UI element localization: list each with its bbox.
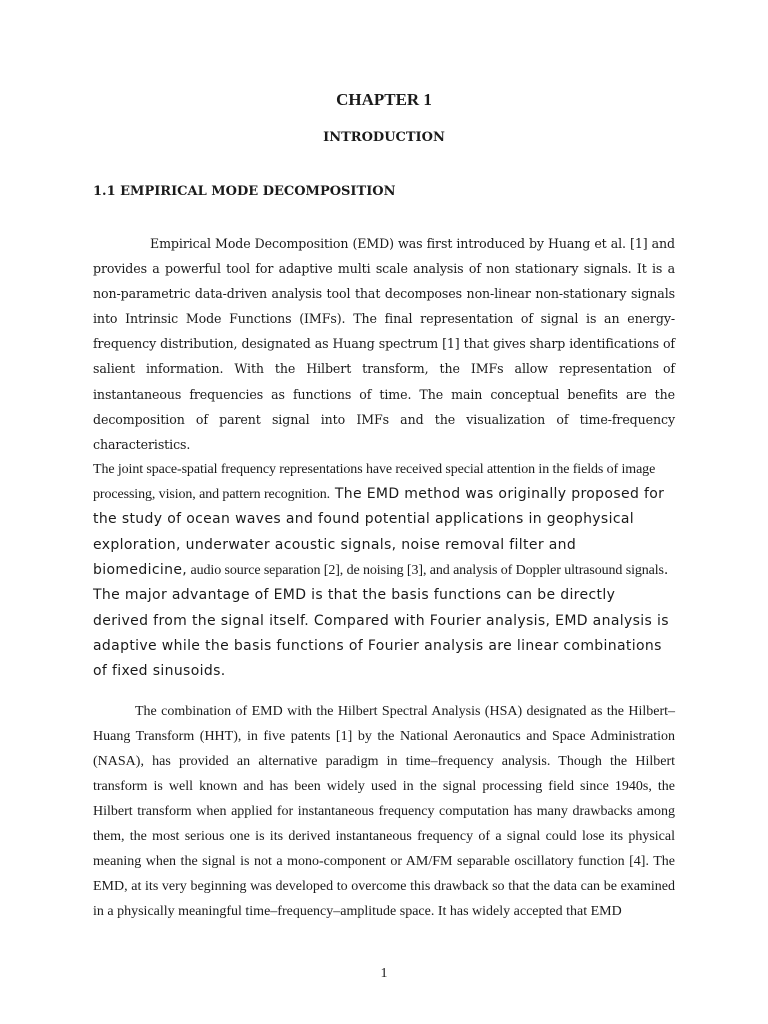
section-heading: 1.1 EMPIRICAL MODE DECOMPOSITION <box>93 184 396 199</box>
paragraph-segment-serif: The joint space-spatial frequency representations have received special attention in the fields of image processing, vision, and pattern recognition. <box>93 461 656 503</box>
paragraph-segment-serif-2: audio source separation [2], de noising [3], and analysis of Doppler ultrasound signals <box>187 563 664 579</box>
paragraph-segment-sans-2: . The major advantage of EMD is that the basis functions can be directly derived from the signal itself. Compared with Fourier analysis, EMD analysis is adaptive while the basis functions of Fourier analysis are linear combinations of fixed sinusoids. <box>93 562 669 680</box>
paragraph-emd-applications <box>93 457 675 685</box>
chapter-title: INTRODUCTION <box>323 130 445 145</box>
paragraph-segment-sans: The EMD method was originally proposed for the study of ocean waves and found potential applications in geophysical exploration, underwater acoustic signals, noise removal filter and biomedicine, <box>93 486 665 579</box>
paragraph-emd-intro: Empirical Mode Decomposition (EMD) was first introduced by Huang et al. [1] and provides a powerful tool for adaptive multi scale analysis of non stationary signals. It is a non-parametric data-driven analysis tool that decomposes non-linear non-stationary signals into Intrinsic Mode Functions (IMFs). The final representation of signal is an energy-frequency distribution, designated as Huang spectrum [1] that gives sharp identifications of salient information. With the Hilbert transform, the IMFs allow representation of instantaneous frequencies as functions of time. The main conceptual benefits are the decomposition of parent signal into IMFs and the visualization of time-frequency characteristics. <box>93 236 675 452</box>
body-text <box>93 231 675 938</box>
chapter-label: CHAPTER 1 <box>336 90 432 109</box>
page-number: 1 <box>380 966 388 981</box>
paragraph-hht: The combination of EMD with the Hilbert Spectral Analysis (HSA) designated as the Hilbert–Huang Transform (HHT), in five patents [1] by the National Aeronautics and Space Administration (NASA), has provided an alternative paradigm in time–frequency analysis. Though the Hilbert transform is well known and has been widely used in the signal processing field since 1940s, the Hilbert transform when applied for instantaneous frequency computation has many drawbacks among them, the most serious one is its derived instantaneous frequency of a signal could lose its physical meaning when the signal is not a mono-component or AM/FM separable oscillatory function [4]. The EMD, at its very beginning was developed to overcome this drawback so that the data can be examined in a physically meaningful time–frequency–amplitude space. It has widely accepted that EMD <box>93 703 675 920</box>
